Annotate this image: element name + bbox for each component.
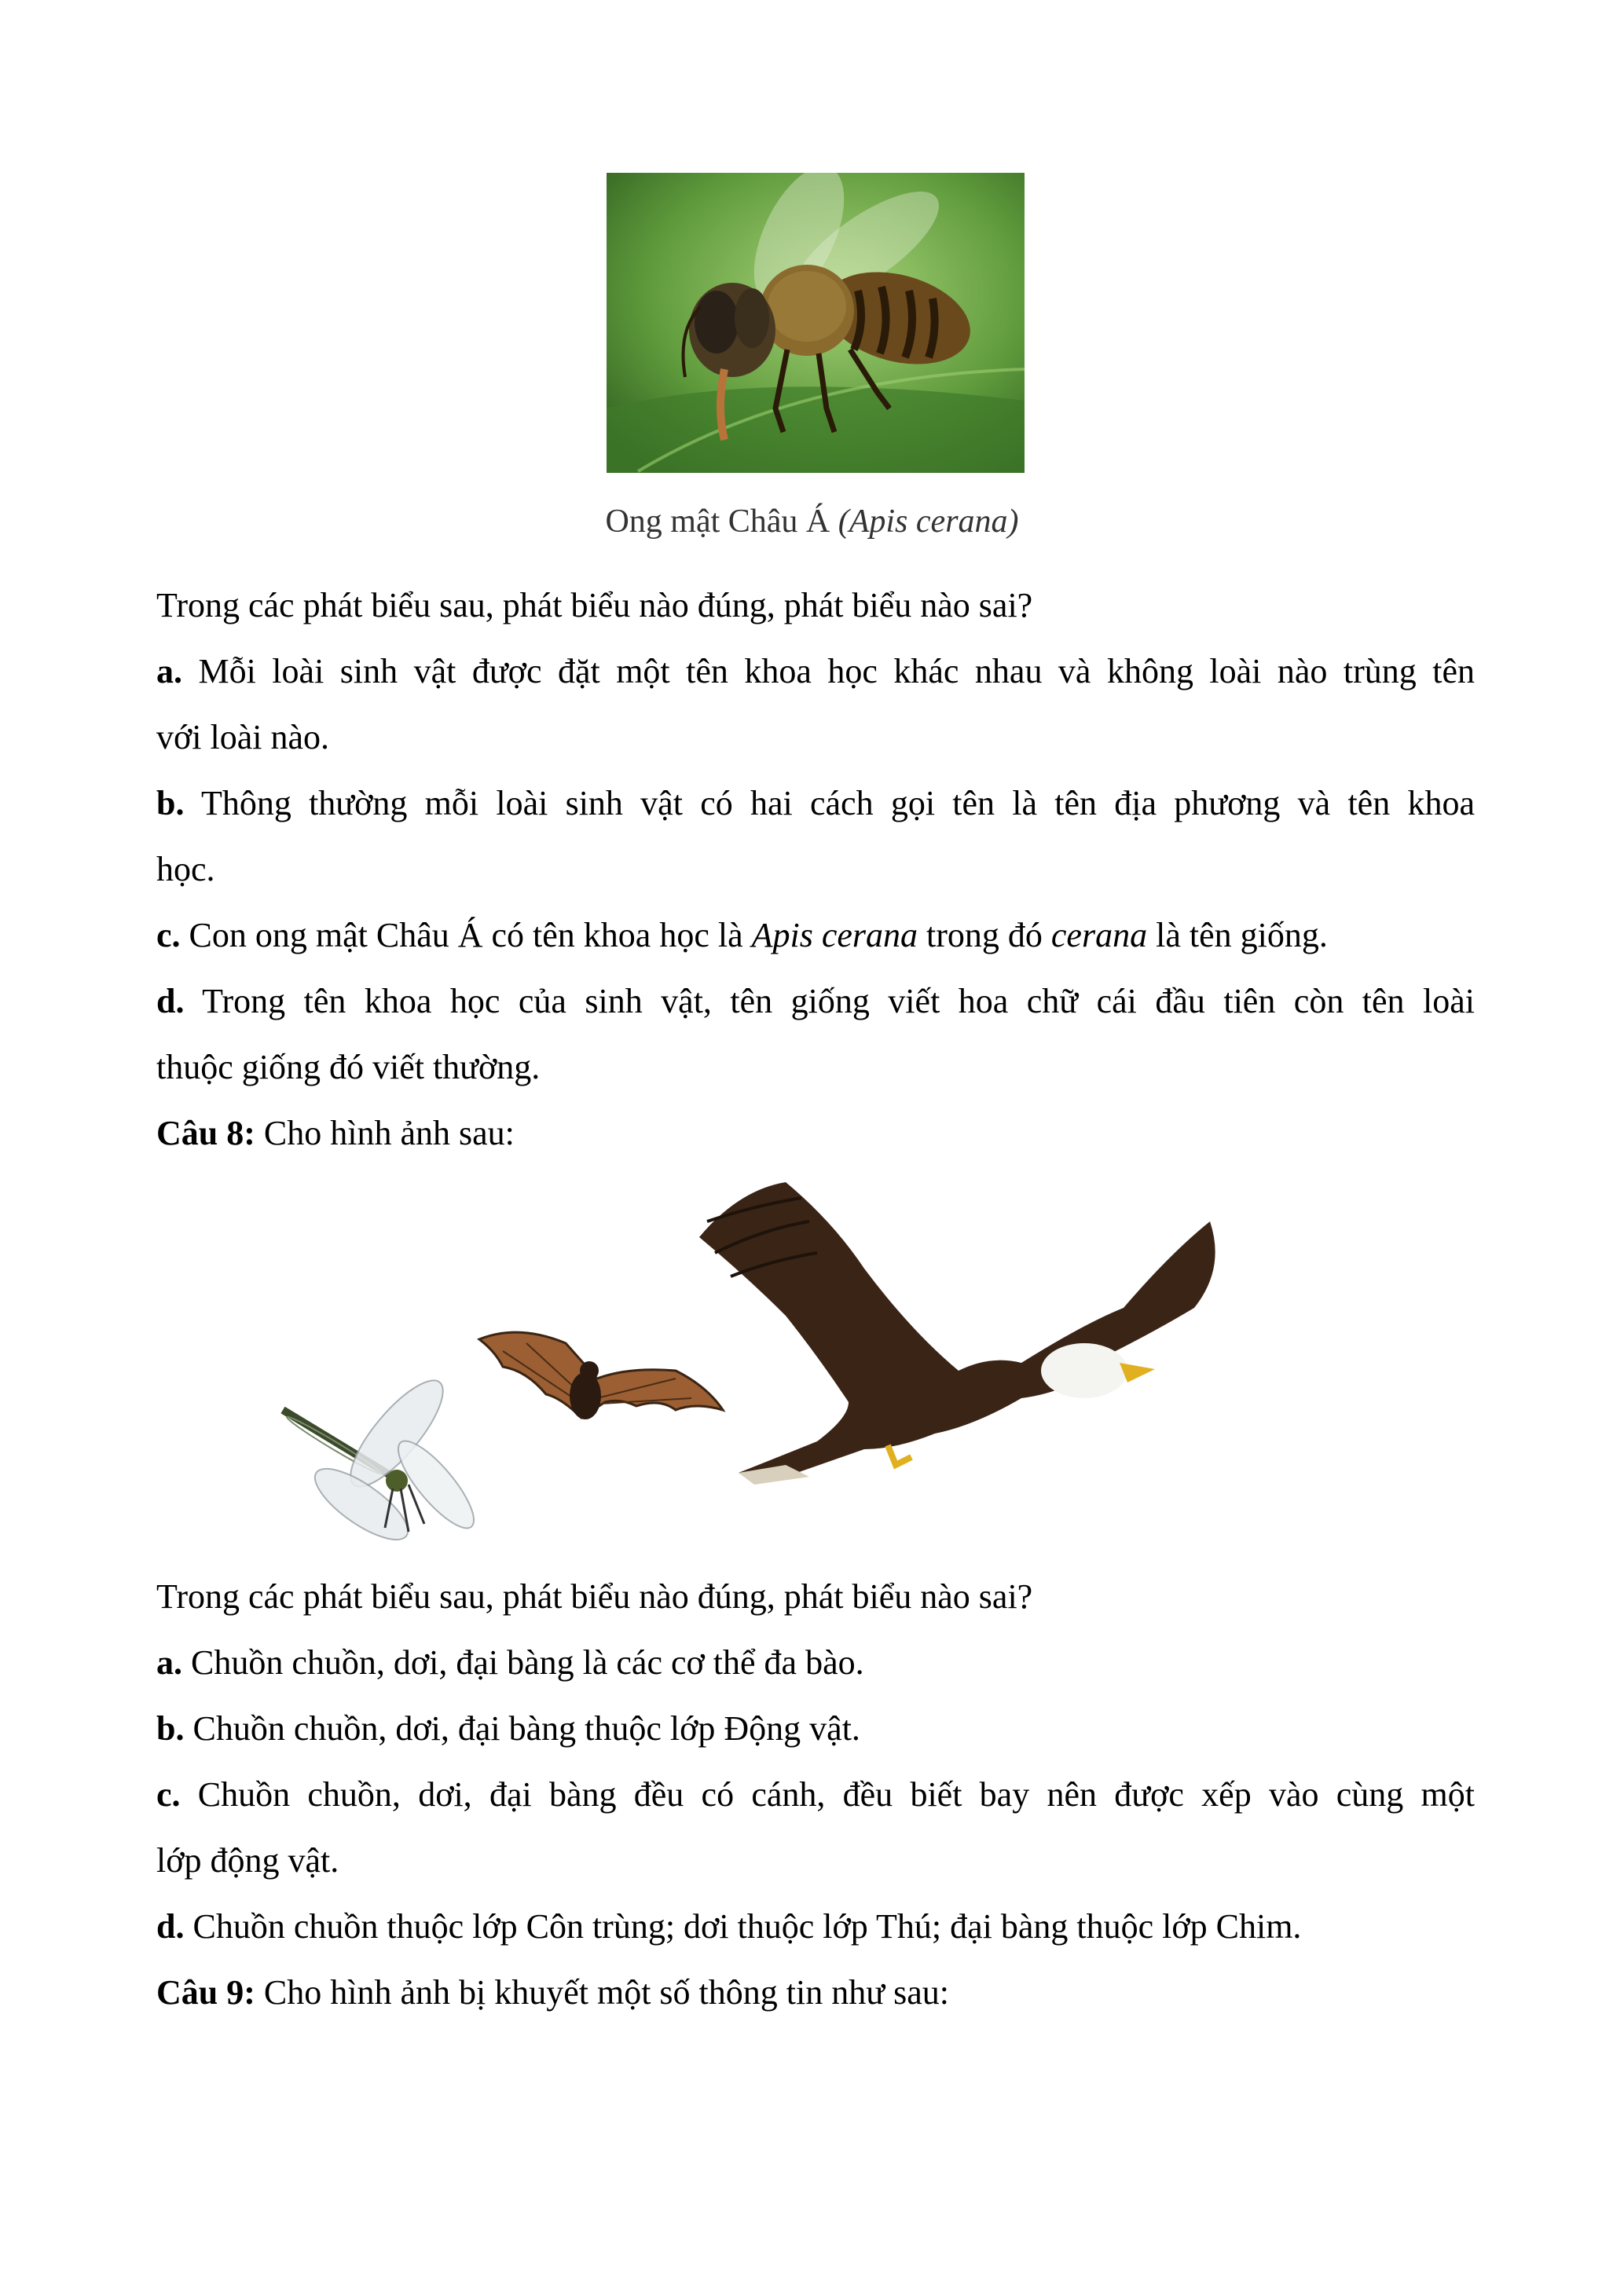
statement-d-line2: thuộc giống đó viết thường. <box>156 1048 541 1086</box>
statement-c-text1: Con ong mật Châu Á có tên khoa học là <box>180 916 752 954</box>
q8-statement-d-text: Chuồn chuồn thuộc lớp Côn trùng; dơi thuộc lớp Thú; đại bàng thuộc lớp Chim. <box>184 1907 1302 1946</box>
statement-b-text: Thông thường mỗi loài sinh vật có hai cách gọi tên là tên địa phương và tên khoa <box>184 784 1475 822</box>
question-9-heading <box>156 1972 949 2013</box>
q8-statement-a-text: Chuồn chuồn, dơi, đại bàng là các cơ thể đa bào. <box>182 1643 864 1682</box>
statement-c <box>156 915 1328 956</box>
statement-c-italic1: Apis cerana <box>751 916 918 954</box>
question-9-label: Câu 9: <box>156 1973 255 2012</box>
bat-image <box>479 1332 723 1419</box>
statement-d-text: Trong tên khoa học của sinh vật, tên giống viết hoa chữ cái đầu tiên còn tên loài <box>184 982 1475 1020</box>
statement-d-line1 <box>156 981 1475 1022</box>
q8-statement-a <box>156 1642 864 1683</box>
q8-statement-a-label: a. <box>156 1643 182 1682</box>
q8-statement-b-text: Chuồn chuồn, dơi, đại bàng thuộc lớp Động vật. <box>184 1709 860 1748</box>
q8-statement-b-label: b. <box>156 1709 185 1748</box>
caption-scientific-name: (Apis cerana) <box>838 504 1019 540</box>
q8-statement-d <box>156 1906 1301 1947</box>
statement-c-text3: là tên giống. <box>1147 916 1328 954</box>
statement-a-line1 <box>156 651 1475 692</box>
question-intro: Trong các phát biểu sau, phát biểu nào đúng, phát biểu nào sai? <box>156 586 1033 624</box>
q8-statement-c-line1 <box>156 1774 1475 1815</box>
question-8-intro: Trong các phát biểu sau, phát biểu nào đúng, phát biểu nào sai? <box>156 1577 1033 1616</box>
statement-a-label: a. <box>156 652 182 690</box>
statement-a-text: Mỗi loài sinh vật được đặt một tên khoa học khác nhau và không loài nào trùng tên <box>182 652 1475 690</box>
honeybee-photo <box>607 173 1025 473</box>
statement-d-label: d. <box>156 982 185 1020</box>
bee-figure-caption <box>0 503 1624 540</box>
statement-a-line2: với loài nào. <box>156 718 329 756</box>
flying-animals-photo <box>267 1174 1399 1559</box>
question-8-label: Câu 8: <box>156 1114 255 1152</box>
q8-statement-b <box>156 1708 860 1749</box>
q8-statement-c-line2: lớp động vật. <box>156 1841 339 1880</box>
statement-b-label: b. <box>156 784 185 822</box>
q8-statement-c-text: Chuồn chuồn, dơi, đại bàng đều có cánh, đều biết bay nên được xếp vào cùng một <box>180 1775 1475 1814</box>
q8-statement-d-label: d. <box>156 1907 185 1946</box>
statement-b-line1 <box>156 783 1475 824</box>
statement-c-text2: trong đó <box>918 916 1051 954</box>
question-9-text: Cho hình ảnh bị khuyết một số thông tin như sau: <box>255 1973 949 2012</box>
caption-common-name: Ong mật Châu Á <box>605 504 830 540</box>
question-8-text: Cho hình ảnh sau: <box>255 1114 515 1152</box>
q8-statement-c-label: c. <box>156 1775 181 1814</box>
question-8-heading <box>156 1113 515 1154</box>
statement-c-label: c. <box>156 916 181 954</box>
statement-c-italic2: cerana <box>1050 916 1148 954</box>
dragonfly-image <box>283 1368 485 1552</box>
eagle-image <box>699 1182 1215 1485</box>
statement-b-line2: học. <box>156 850 215 888</box>
